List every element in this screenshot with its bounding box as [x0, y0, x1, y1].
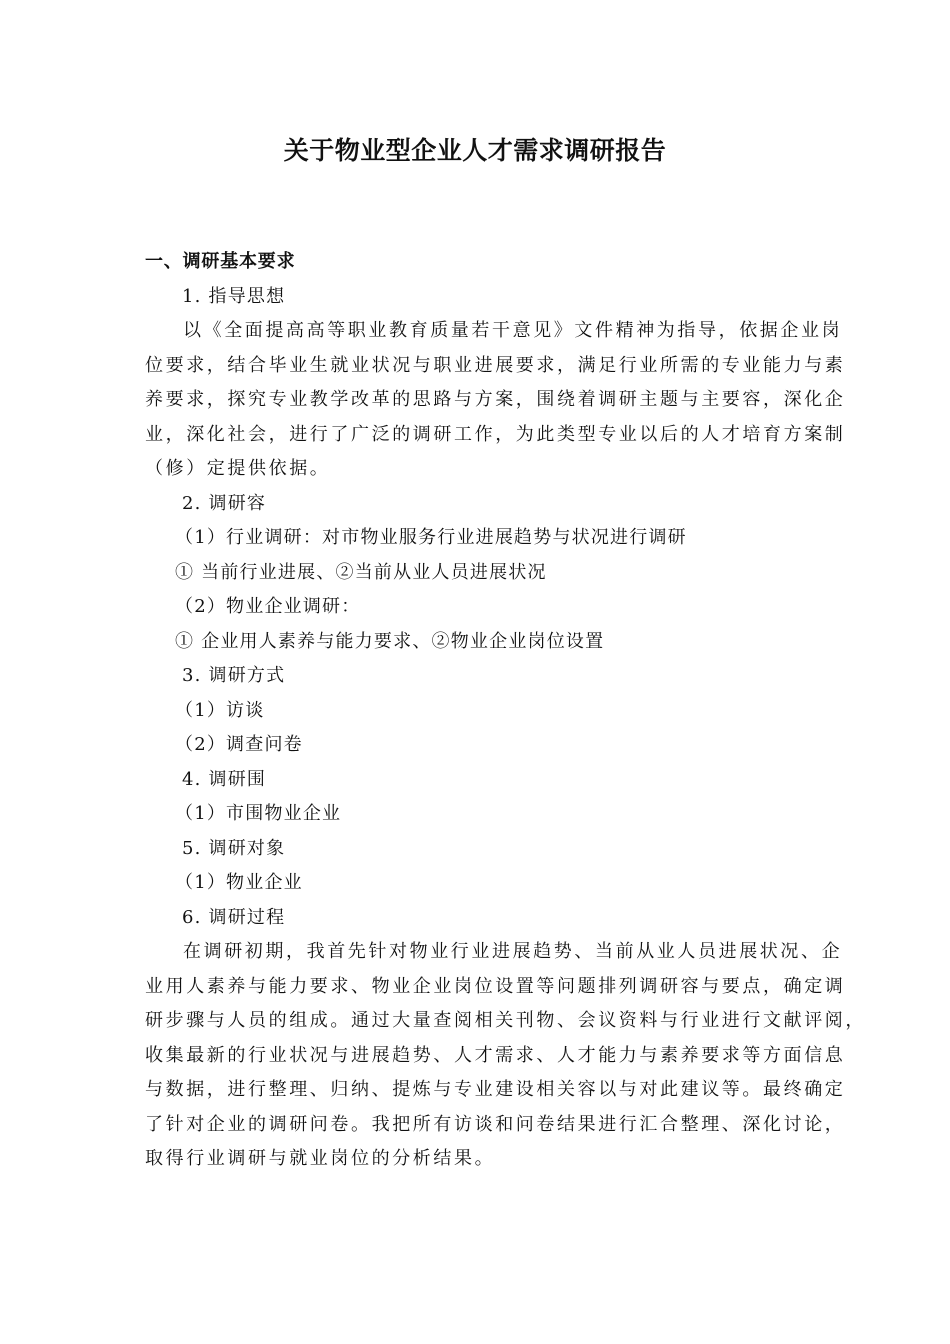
paragraph-line: 收集最新的行业状况与进展趋势、人才需求、人才能力与素养要求等方面信息	[145, 1044, 846, 1066]
item-label-process: 6. 调研过程	[182, 906, 286, 928]
section-heading: 一、调研基本要求	[145, 251, 296, 272]
sub-item-industry: （1）行业调研：对市物业服务行业进展趋势与状况进行调研	[175, 527, 687, 548]
item-label-content: 2. 调研容	[182, 492, 267, 514]
paragraph-line: （修）定提供依据。	[145, 458, 331, 479]
paragraph-line: 业用人素养与能力要求、物业企业岗位设置等问题排列调研容与要点，确定调	[145, 975, 846, 997]
item-label-method: 3. 调研方式	[182, 665, 286, 686]
item-label-scope: 4. 调研围	[182, 768, 267, 790]
sub-item-enterprise: （2）物业企业调研：	[175, 596, 361, 617]
document-body	[145, 245, 866, 1177]
paragraph-line: 在调研初期，我首先针对物业行业进展趋势、当前从业人员进展状况、企	[183, 941, 843, 962]
paragraph-line: 了针对企业的调研问卷。我把所有访谈和问卷结果进行汇合整理、深化讨论，	[145, 1113, 846, 1135]
paragraph-process	[145, 935, 866, 1177]
paragraph-guiding-idea	[145, 314, 846, 487]
sub-item-object: （1）物业企业	[175, 872, 303, 893]
paragraph-line: 研步骤与人员的组成。通过大量查阅相关刊物、会议资料与行业进行文献评阅，	[145, 1010, 866, 1031]
sub-item-scope: （1）市围物业企业	[175, 803, 342, 824]
paragraph-line: 取得行业调研与就业岗位的分析结果。	[145, 1148, 496, 1169]
paragraph-line: 与数据，进行整理、归纳、提炼与专业建设相关容以与对此建议等。最终确定	[145, 1079, 846, 1100]
sub-item-questionnaire: （2）调查问卷	[175, 734, 303, 755]
paragraph-line: 位要求，结合毕业生就业状况与职业进展要求，满足行业所需的专业能力与素	[145, 354, 846, 376]
sub-item-industry-detail: ① 当前行业进展、②当前从业人员进展状况	[175, 561, 547, 583]
sub-item-enterprise-detail: ① 企业用人素养与能力要求、②物业企业岗位设置	[175, 630, 605, 652]
paragraph-line: 以《全面提高高等职业教育质量若干意见》文件精神为指导，依据企业岗	[183, 320, 843, 341]
item-label-object: 5. 调研对象	[182, 837, 286, 859]
document-title: 关于物业型企业人才需求调研报告	[283, 136, 667, 165]
paragraph-line: 养要求，探究专业教学改革的思路与方案，围绕着调研主题与主要容，深化企	[145, 389, 846, 410]
paragraph-line: 业，深化社会，进行了广泛的调研工作，为此类型专业以后的人才培育方案制	[145, 423, 846, 445]
sub-item-interview: （1）访谈	[175, 699, 265, 721]
item-label-guiding-idea: 1. 指导思想	[182, 285, 286, 307]
